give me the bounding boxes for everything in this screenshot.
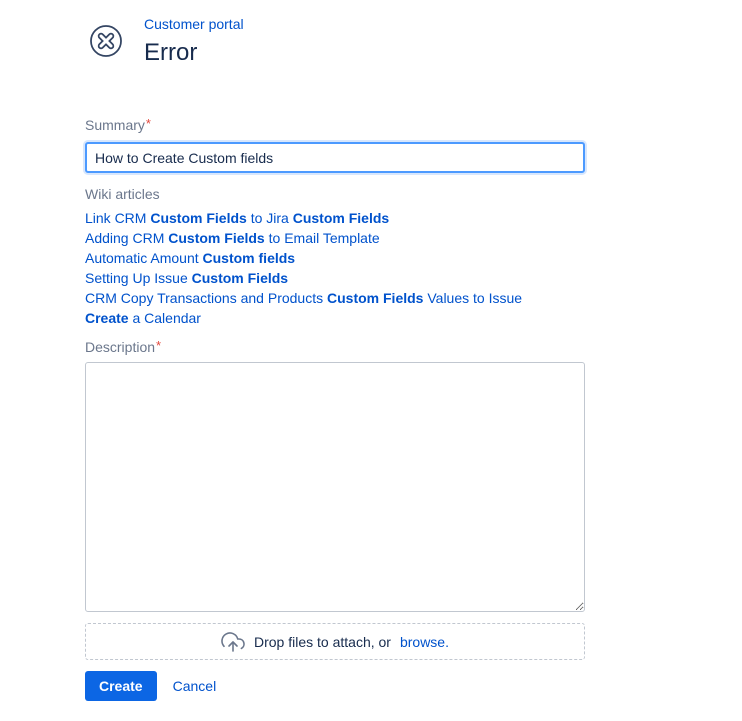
wiki-article-link[interactable]: Setting Up Issue Custom Fields (85, 270, 289, 286)
page-title: Error (144, 39, 198, 66)
form-actions (85, 671, 585, 701)
summary-label: Summary* (85, 116, 151, 133)
page-header (89, 16, 244, 67)
wiki-article-link[interactable]: Automatic Amount Custom fields (85, 250, 296, 266)
cancel-link[interactable]: Cancel (172, 678, 217, 694)
dropzone-text: Drop files to attach, or (254, 633, 391, 650)
wiki-article-link[interactable]: Create a Calendar (85, 310, 201, 326)
cloud-upload-icon (221, 630, 245, 654)
wiki-articles-list (85, 208, 585, 328)
wiki-article-link[interactable]: Link CRM Custom Fields to Jira Custom Fields (85, 210, 390, 226)
error-cross-circle-icon (89, 24, 123, 58)
summary-input[interactable] (85, 142, 585, 173)
summary-required-asterisk: * (145, 116, 151, 131)
wiki-article-link[interactable]: Adding CRM Custom Fields to Email Template (85, 230, 380, 246)
header-text (144, 16, 244, 67)
wiki-article-link[interactable]: CRM Copy Transactions and Products Custom Fields Values to Issue (85, 290, 523, 306)
description-required-asterisk: * (156, 338, 162, 353)
description-textarea[interactable] (85, 362, 585, 612)
request-form (85, 117, 585, 701)
create-button[interactable]: Create (85, 671, 157, 701)
breadcrumb-customer-portal[interactable]: Customer portal (144, 16, 244, 32)
wiki-articles-label: Wiki articles (85, 186, 160, 202)
description-label: Description* (85, 338, 162, 355)
file-dropzone[interactable] (85, 623, 585, 660)
browse-link[interactable]: browse. (399, 633, 449, 650)
